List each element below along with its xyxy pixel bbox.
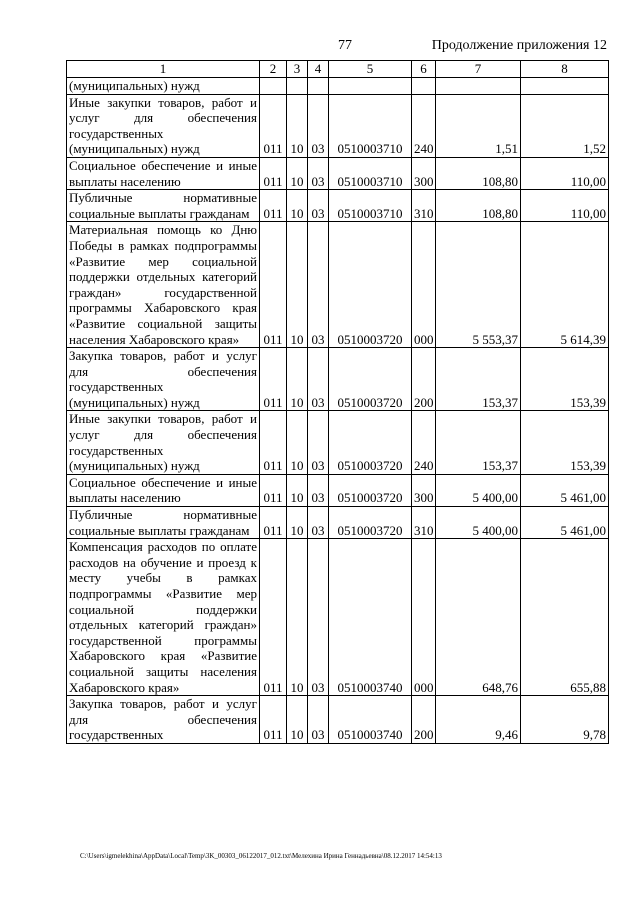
code-section: 10	[287, 190, 308, 222]
code-ministry	[260, 78, 287, 95]
code-subsection: 03	[308, 190, 329, 222]
code-target	[329, 78, 412, 95]
code-ministry: 011	[260, 222, 287, 348]
code-expense-type: 200	[412, 696, 436, 744]
amount-col8: 5 461,00	[521, 474, 609, 506]
continuation-note: Продолжение приложения 12	[431, 38, 607, 53]
row-name: Иные закупки товаров, работ и услуг для обеспечения государственных (муниципальных) нужд	[67, 411, 260, 474]
table-row	[67, 507, 609, 539]
amount-col7: 5 553,37	[436, 222, 521, 348]
code-target: 0510003720	[329, 222, 412, 348]
code-subsection: 03	[308, 507, 329, 539]
amount-col7: 108,80	[436, 157, 521, 189]
code-section: 10	[287, 539, 308, 696]
column-number-row	[67, 61, 609, 78]
amount-col8	[521, 78, 609, 95]
code-target: 0510003710	[329, 157, 412, 189]
row-name: (муниципальных) нужд	[67, 78, 260, 95]
code-ministry: 011	[260, 94, 287, 157]
page-number: 77	[338, 38, 352, 53]
amount-col8: 110,00	[521, 190, 609, 222]
table-row	[67, 696, 609, 744]
code-ministry: 011	[260, 696, 287, 744]
table-row	[67, 539, 609, 696]
budget-table	[66, 60, 609, 744]
amount-col7: 5 400,00	[436, 474, 521, 506]
row-name: Социальное обеспечение и иные выплаты населению	[67, 157, 260, 189]
code-expense-type: 240	[412, 411, 436, 474]
code-subsection	[308, 78, 329, 95]
table-row	[67, 78, 609, 95]
code-ministry: 011	[260, 190, 287, 222]
table-row	[67, 474, 609, 506]
column-header: 3	[287, 61, 308, 78]
amount-col8: 5 461,00	[521, 507, 609, 539]
code-expense-type: 300	[412, 474, 436, 506]
column-header: 1	[67, 61, 260, 78]
amount-col8: 655,88	[521, 539, 609, 696]
code-ministry: 011	[260, 411, 287, 474]
column-header: 8	[521, 61, 609, 78]
row-name: Материальная помощь ко Дню Победы в рамках подпрограммы «Развитие мер социальной поддержки отдельных категорий граждан» государственной программы Хабаровского края «Развитие социальной защиты населения Хабаровского края»	[67, 222, 260, 348]
code-expense-type: 310	[412, 190, 436, 222]
code-target: 0510003740	[329, 696, 412, 744]
code-section: 10	[287, 348, 308, 411]
code-subsection: 03	[308, 539, 329, 696]
code-ministry: 011	[260, 539, 287, 696]
code-expense-type: 000	[412, 539, 436, 696]
column-header: 6	[412, 61, 436, 78]
code-section: 10	[287, 222, 308, 348]
table-row	[67, 157, 609, 189]
column-header: 2	[260, 61, 287, 78]
column-header: 4	[308, 61, 329, 78]
code-section: 10	[287, 94, 308, 157]
code-expense-type: 000	[412, 222, 436, 348]
row-name: Закупка товаров, работ и услуг для обеспечения государственных	[67, 696, 260, 744]
code-ministry: 011	[260, 474, 287, 506]
row-name: Социальное обеспечение и иные выплаты населению	[67, 474, 260, 506]
amount-col7: 153,37	[436, 411, 521, 474]
code-section: 10	[287, 474, 308, 506]
code-expense-type: 300	[412, 157, 436, 189]
amount-col7	[436, 78, 521, 95]
code-ministry: 011	[260, 507, 287, 539]
amount-col7: 108,80	[436, 190, 521, 222]
row-name: Публичные нормативные социальные выплаты гражданам	[67, 190, 260, 222]
code-target: 0510003720	[329, 474, 412, 506]
table-row	[67, 94, 609, 157]
code-subsection: 03	[308, 348, 329, 411]
code-subsection: 03	[308, 222, 329, 348]
code-ministry: 011	[260, 157, 287, 189]
code-expense-type: 310	[412, 507, 436, 539]
amount-col8: 110,00	[521, 157, 609, 189]
code-target: 0510003710	[329, 190, 412, 222]
code-expense-type: 240	[412, 94, 436, 157]
amount-col7: 9,46	[436, 696, 521, 744]
code-target: 0510003710	[329, 94, 412, 157]
amount-col8: 1,52	[521, 94, 609, 157]
amount-col8: 153,39	[521, 411, 609, 474]
code-target: 0510003720	[329, 411, 412, 474]
code-target: 0510003720	[329, 348, 412, 411]
code-section: 10	[287, 157, 308, 189]
table-row	[67, 411, 609, 474]
table-row	[67, 190, 609, 222]
amount-col8: 9,78	[521, 696, 609, 744]
amount-col7: 648,76	[436, 539, 521, 696]
code-expense-type: 200	[412, 348, 436, 411]
amount-col8: 153,39	[521, 348, 609, 411]
code-section: 10	[287, 411, 308, 474]
code-target: 0510003720	[329, 507, 412, 539]
row-name: Публичные нормативные социальные выплаты гражданам	[67, 507, 260, 539]
amount-col7: 1,51	[436, 94, 521, 157]
table-row	[67, 348, 609, 411]
code-subsection: 03	[308, 94, 329, 157]
code-expense-type	[412, 78, 436, 95]
code-subsection: 03	[308, 474, 329, 506]
column-header: 7	[436, 61, 521, 78]
row-name: Закупка товаров, работ и услуг для обеспечения государственных (муниципальных) нужд	[67, 348, 260, 411]
table-row	[67, 222, 609, 348]
amount-col7: 153,37	[436, 348, 521, 411]
footer-file-path: C:\Users\igmelekhina\AppData\Local\Temp\3K_00303_06122017_012.txt\Мелехина Ирина Геннадьевна\08.12.2017 14:54:13	[80, 852, 442, 860]
table-body	[67, 78, 609, 744]
code-subsection: 03	[308, 696, 329, 744]
amount-col8: 5 614,39	[521, 222, 609, 348]
code-subsection: 03	[308, 411, 329, 474]
code-ministry: 011	[260, 348, 287, 411]
column-header: 5	[329, 61, 412, 78]
row-name: Иные закупки товаров, работ и услуг для обеспечения государственных (муниципальных) нужд	[67, 94, 260, 157]
code-section	[287, 78, 308, 95]
code-section: 10	[287, 696, 308, 744]
code-target: 0510003740	[329, 539, 412, 696]
code-section: 10	[287, 507, 308, 539]
code-subsection: 03	[308, 157, 329, 189]
amount-col7: 5 400,00	[436, 507, 521, 539]
row-name: Компенсация расходов по оплате расходов на обучение и проезд к месту учебы в рамках подпрограммы «Развитие мер социальной поддержки отдельных категорий граждан» государственной программы Хабаровского края «Развитие социальной защиты населения Хабаровского края»	[67, 539, 260, 696]
